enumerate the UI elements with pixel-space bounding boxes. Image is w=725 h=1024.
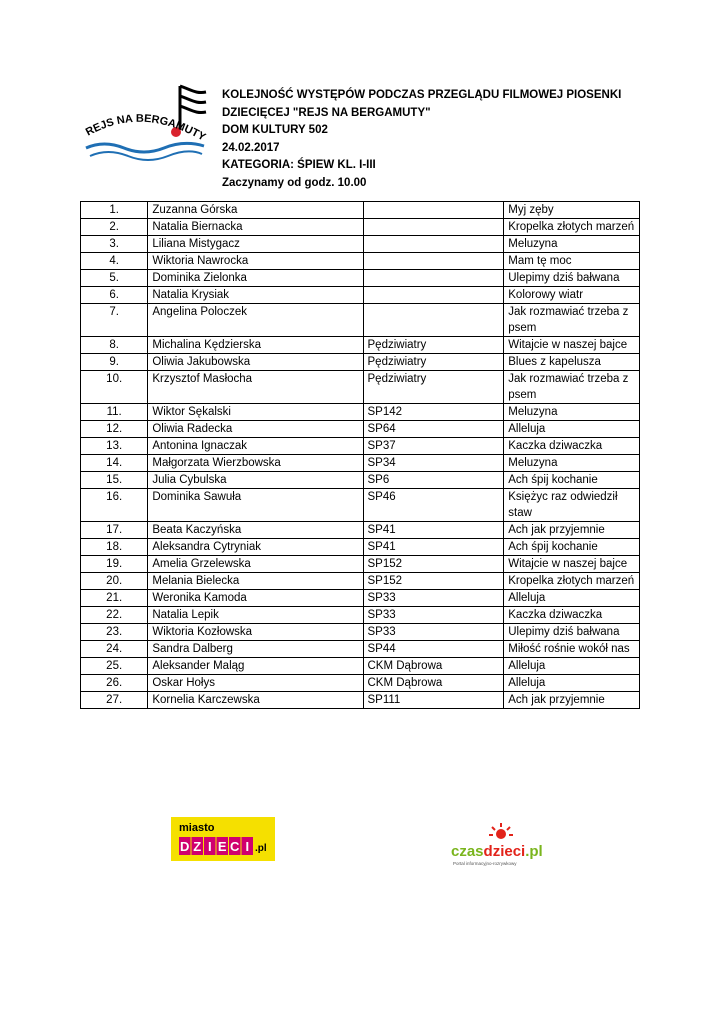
school-group: SP37 [363, 438, 504, 455]
song-title: Meluzyna [504, 404, 640, 421]
row-number: 6. [81, 287, 148, 304]
song-title: Mam tę moc [504, 253, 640, 270]
svg-text:REJS NA BERGAMUTY [84, 113, 208, 144]
participant-name: Sandra Dalberg [148, 641, 363, 658]
row-number: 27. [81, 692, 148, 709]
row-number: 17. [81, 522, 148, 539]
song-title: Witajcie w naszej bajce [504, 337, 640, 354]
table-row [81, 236, 640, 253]
school-group: SP34 [363, 455, 504, 472]
school-group: Pędziwiatry [363, 337, 504, 354]
school-group [363, 270, 504, 287]
participant-name: Liliana Mistygacz [148, 236, 363, 253]
letter-tile-text: C [230, 839, 240, 854]
participant-name: Dominika Zielonka [148, 270, 363, 287]
row-number: 16. [81, 489, 148, 522]
table-row [81, 624, 640, 641]
participant-name: Kornelia Karczewska [148, 692, 363, 709]
row-number: 13. [81, 438, 148, 455]
header-date: 24.02.2017 [222, 141, 280, 154]
participant-name: Michalina Kędzierska [148, 337, 363, 354]
sponsor1-top: miasto [179, 822, 215, 834]
letter-tile-text: I [245, 839, 250, 854]
table-row [81, 692, 640, 709]
song-title: Alleluja [504, 590, 640, 607]
school-group: SP33 [363, 607, 504, 624]
table-row [81, 489, 640, 522]
row-number: 20. [81, 573, 148, 590]
table-row [81, 337, 640, 354]
song-title: Kaczka dziwaczka [504, 438, 640, 455]
row-number: 14. [81, 455, 148, 472]
participant-name: Julia Cybulska [148, 472, 363, 489]
row-number: 8. [81, 337, 148, 354]
row-number: 24. [81, 641, 148, 658]
participant-name: Małgorzata Wierzbowska [148, 455, 363, 472]
participant-name: Aleksander Maląg [148, 658, 363, 675]
song-title: Księżyc raz odwiedził staw [504, 489, 640, 522]
song-title: Alleluja [504, 675, 640, 692]
header-venue: DOM KULTURY 502 [222, 124, 328, 136]
participant-name: Wiktoria Nawrocka [148, 253, 363, 270]
school-group: SP33 [363, 590, 504, 607]
school-group: SP64 [363, 421, 504, 438]
table-row [81, 438, 640, 455]
school-group: SP111 [363, 692, 504, 709]
school-group: SP44 [363, 641, 504, 658]
table-row [81, 573, 640, 590]
table-row [81, 658, 640, 675]
table-row [81, 539, 640, 556]
song-title: Alleluja [504, 658, 640, 675]
document-header [222, 87, 621, 192]
song-title: Myj zęby [504, 202, 640, 219]
table-row [81, 641, 640, 658]
participant-name: Antonina Ignaczak [148, 438, 363, 455]
row-number: 1. [81, 202, 148, 219]
table-row [81, 607, 640, 624]
school-group: Pędziwiatry [363, 371, 504, 404]
letter-tile-text: Z [193, 839, 202, 854]
school-group: CKM Dąbrowa [363, 675, 504, 692]
song-title: Jak rozmawiać trzeba z psem [504, 371, 640, 404]
song-title: Ach jak przyjemnie [504, 522, 640, 539]
table-row [81, 455, 640, 472]
table-row [81, 675, 640, 692]
participant-name: Aleksandra Cytryniak [148, 539, 363, 556]
row-number: 9. [81, 354, 148, 371]
letter-tile-text: I [207, 839, 212, 854]
row-number: 15. [81, 472, 148, 489]
svg-text:czasdzieci.pl [451, 843, 543, 860]
table-row [81, 253, 640, 270]
table-row [81, 522, 640, 539]
row-number: 21. [81, 590, 148, 607]
sponsor1-suffix: .pl [255, 843, 267, 854]
header-category: KATEGORIA: ŚPIEW KL. I-III [222, 159, 376, 171]
song-title: Ulepimy dziś bałwana [504, 624, 640, 641]
row-number: 2. [81, 219, 148, 236]
song-title: Blues z kapelusza [504, 354, 640, 371]
table-row [81, 404, 640, 421]
row-number: 12. [81, 421, 148, 438]
school-group: SP6 [363, 472, 504, 489]
song-title: Jak rozmawiać trzeba z psem [504, 304, 640, 337]
school-group: SP152 [363, 556, 504, 573]
row-number: 23. [81, 624, 148, 641]
song-title: Ulepimy dziś bałwana [504, 270, 640, 287]
song-title: Meluzyna [504, 236, 640, 253]
row-number: 10. [81, 371, 148, 404]
table-row [81, 219, 640, 236]
table-row [81, 287, 640, 304]
song-title: Kropelka złotych marzeń [504, 219, 640, 236]
song-title: Kropelka złotych marzeń [504, 573, 640, 590]
table-row [81, 304, 640, 337]
sponsor2-part2: dzieci [483, 843, 526, 860]
czasdzieci-logo [449, 822, 559, 868]
participant-name: Natalia Biernacka [148, 219, 363, 236]
song-title: Ach śpij kochanie [504, 539, 640, 556]
row-number: 18. [81, 539, 148, 556]
song-title: Meluzyna [504, 455, 640, 472]
participant-name: Oliwia Jakubowska [148, 354, 363, 371]
school-group [363, 253, 504, 270]
song-title: Ach śpij kochanie [504, 472, 640, 489]
rejs-na-bergamuty-logo [84, 84, 224, 170]
participant-name: Amelia Grzelewska [148, 556, 363, 573]
school-group: SP33 [363, 624, 504, 641]
school-group: SP41 [363, 522, 504, 539]
school-group: Pędziwiatry [363, 354, 504, 371]
participant-name: Oliwia Radecka [148, 421, 363, 438]
letter-tile-text: E [217, 839, 227, 854]
participant-name: Beata Kaczyńska [148, 522, 363, 539]
sun-icon [489, 823, 513, 839]
participant-name: Dominika Sawuła [148, 489, 363, 522]
table-row [81, 472, 640, 489]
row-number: 5. [81, 270, 148, 287]
school-group: SP152 [363, 573, 504, 590]
sponsor2-part3: .pl [525, 843, 543, 860]
row-number: 22. [81, 607, 148, 624]
song-title: Kaczka dziwaczka [504, 607, 640, 624]
school-group [363, 236, 504, 253]
sponsor2-tagline: Portal informacyjno-rozrywkowy [453, 861, 517, 866]
participant-name: Melania Bielecka [148, 573, 363, 590]
participant-name: Natalia Lepik [148, 607, 363, 624]
header-title-line1: KOLEJNOŚĆ WYSTĘPÓW PODCZAS PRZEGLĄDU FILMOWEJ PIOSENKI [222, 89, 622, 101]
table-row [81, 590, 640, 607]
logo-text: REJS NA BERGAMUTY [84, 112, 208, 144]
school-group [363, 287, 504, 304]
school-group [363, 202, 504, 219]
row-number: 4. [81, 253, 148, 270]
table-row [81, 202, 640, 219]
miasto-dzieci-logo [171, 817, 275, 861]
participant-name: Krzysztof Masłocha [148, 371, 363, 404]
school-group [363, 219, 504, 236]
row-number: 7. [81, 304, 148, 337]
header-start-time: Zaczynamy od godz. 10.00 [222, 176, 367, 189]
song-title: Miłość rośnie wokół nas [504, 641, 640, 658]
table-row [81, 270, 640, 287]
participant-name: Weronika Kamoda [148, 590, 363, 607]
row-number: 3. [81, 236, 148, 253]
school-group [363, 304, 504, 337]
participant-name: Angelina Poloczek [148, 304, 363, 337]
table-row [81, 371, 640, 404]
school-group: CKM Dąbrowa [363, 658, 504, 675]
row-number: 26. [81, 675, 148, 692]
song-title: Alleluja [504, 421, 640, 438]
school-group: SP46 [363, 489, 504, 522]
school-group: SP142 [363, 404, 504, 421]
sponsor2-part1: czas [451, 843, 484, 860]
participant-name: Wiktor Sękalski [148, 404, 363, 421]
participant-name: Oskar Hołys [148, 675, 363, 692]
participant-name: Zuzanna Górska [148, 202, 363, 219]
song-title: Kolorowy wiatr [504, 287, 640, 304]
row-number: 25. [81, 658, 148, 675]
row-number: 11. [81, 404, 148, 421]
participant-name: Natalia Krysiak [148, 287, 363, 304]
song-title: Ach jak przyjemnie [504, 692, 640, 709]
row-number: 19. [81, 556, 148, 573]
participant-name: Wiktoria Kozłowska [148, 624, 363, 641]
letter-tile-text: D [180, 839, 190, 854]
table-row [81, 354, 640, 371]
performance-order-table [80, 201, 640, 709]
table-row [81, 556, 640, 573]
table-row [81, 421, 640, 438]
header-title-line2: DZIECIĘCEJ "REJS NA BERGAMUTY" [222, 106, 431, 119]
song-title: Witajcie w naszej bajce [504, 556, 640, 573]
school-group: SP41 [363, 539, 504, 556]
